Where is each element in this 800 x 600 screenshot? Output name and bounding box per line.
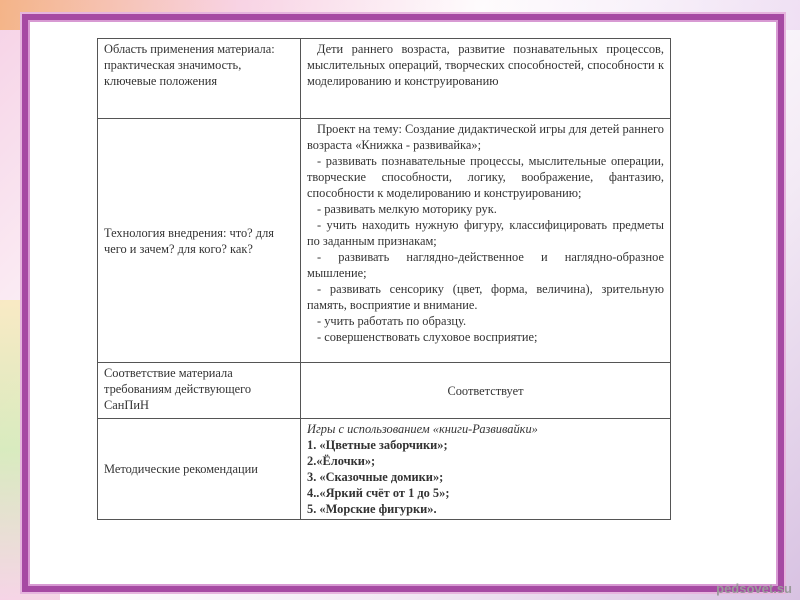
watermark: pedsovet.su	[716, 581, 792, 596]
row-label: Соответствие материала требованиям действующего СанПиН	[98, 363, 301, 419]
table-row	[98, 363, 671, 419]
row-content: - учить работать по образцу.	[317, 314, 467, 328]
game-item: 3. «Сказочные домики»;	[307, 470, 444, 484]
table-row	[98, 39, 671, 119]
row-label: Методические рекомендации	[98, 419, 301, 520]
game-item: 4..«Яркий счёт от 1 до 5»;	[307, 486, 450, 500]
row-content: - развивать познавательные процессы, мыслительные операции, творческие способности, логику, воображение, фантазию, способности к моделированию и конструированию;	[307, 154, 664, 200]
table-row	[98, 119, 671, 363]
row-content: - совершенствовать слуховое восприятие;	[317, 330, 538, 344]
game-item: 2.«Ёлочки»;	[307, 454, 376, 468]
game-item: 1. «Цветные заборчики»;	[307, 438, 448, 452]
row-content: Соответствует	[301, 363, 671, 419]
row-content: - развивать наглядно-действенное и наглядно-образное мышление;	[307, 250, 664, 280]
row-label: Технология внедрения: что? для чего и зачем? для кого? как?	[98, 119, 301, 363]
row-label: Область применения материала: практическая значимость, ключевые положения	[98, 39, 301, 119]
games-intro: Игры с использованием «книги-Развивайки»	[307, 422, 538, 436]
row-content: - учить находить нужную фигуру, классифицировать предметы по заданным признакам;	[307, 218, 664, 248]
row-content: - развивать мелкую моторику рук.	[317, 202, 497, 216]
table-row	[98, 419, 671, 520]
info-table	[97, 38, 671, 520]
row-content: Проект на тему: Создание дидактической игры для детей раннего возраста «Книжка - развивайка»;	[307, 122, 664, 152]
row-content: Дети раннего возраста, развитие познавательных процессов, мыслительных операций, творческих способностей, способности к моделированию и конструированию	[307, 42, 664, 88]
row-content: - развивать сенсорику (цвет, форма, величина), зрительную память, восприятие и внимание.	[307, 282, 664, 312]
game-item: 5. «Морские фигурки».	[307, 502, 437, 516]
